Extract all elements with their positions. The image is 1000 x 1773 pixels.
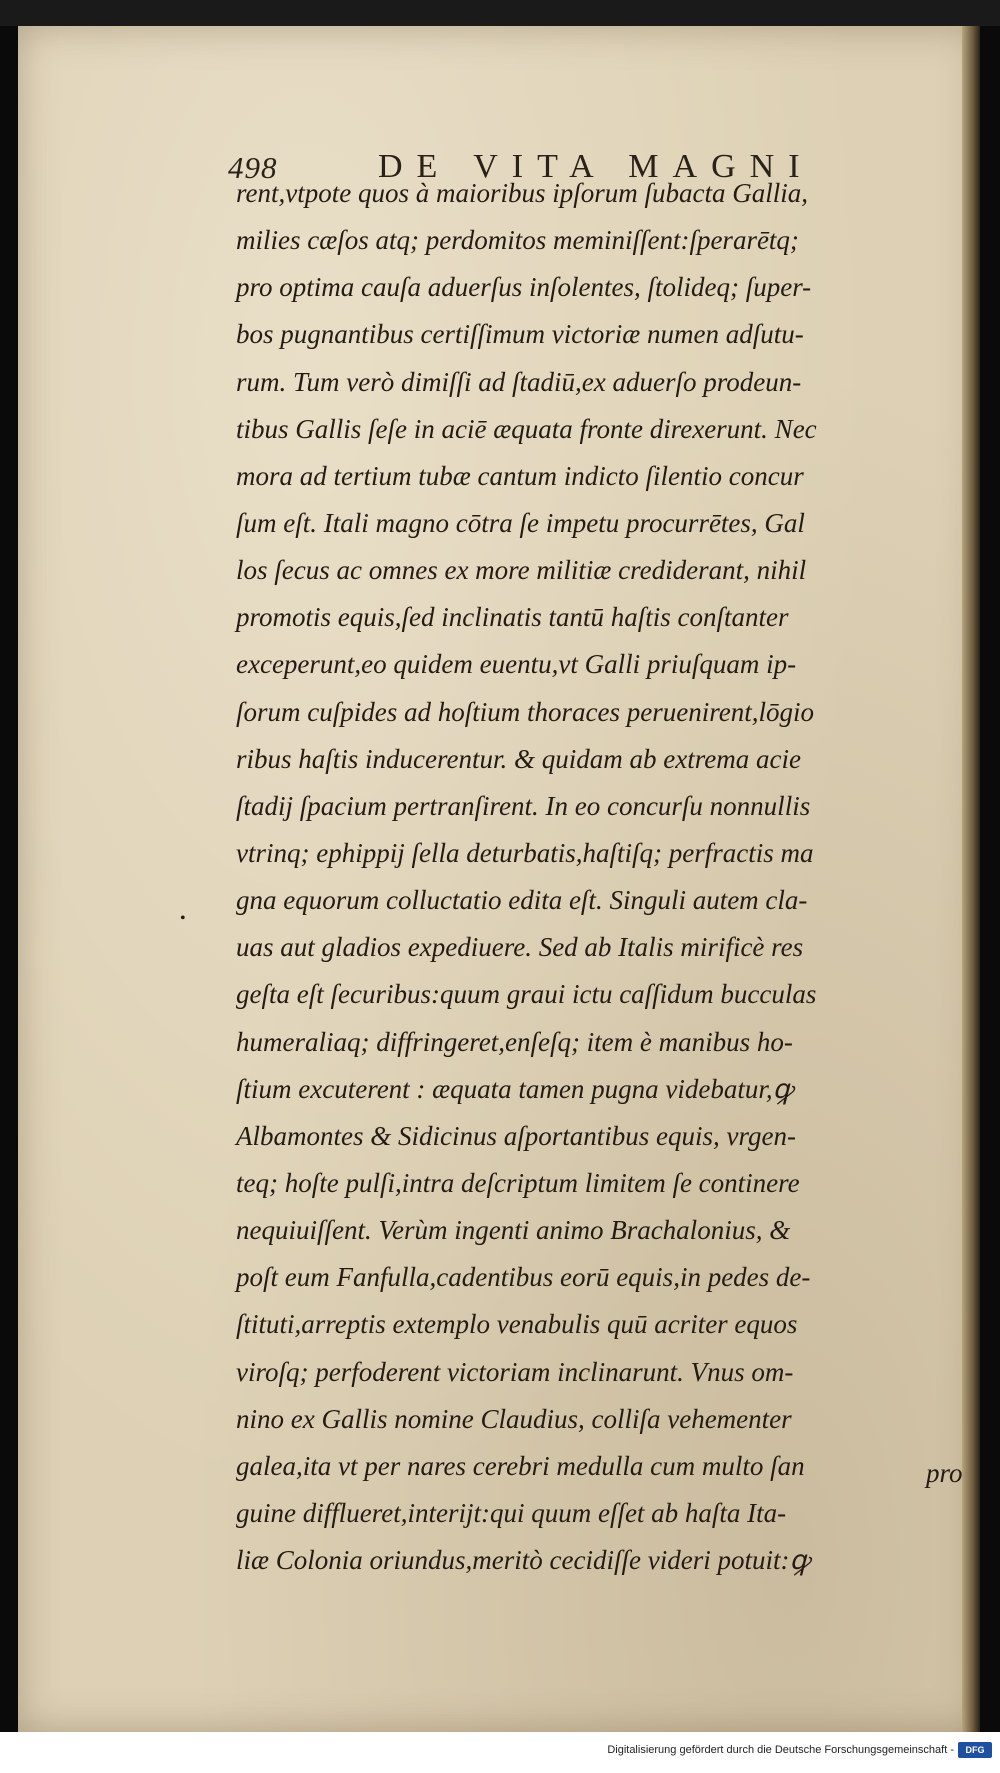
dfg-logo-icon[interactable]: DFG — [958, 1742, 992, 1758]
text-line: teq; hoſte pulſi,intra deſcriptum limitem ſe continere — [236, 1167, 800, 1198]
funding-credit: Digitalisierung gefördert durch die Deutsche Forschungsgemeinschaft - — [607, 1744, 954, 1756]
text-line: poſt eum Fanfulla,cadentibus eorū equis,in pedes de- — [236, 1262, 811, 1293]
text-line: pro optima cauſa aduerſus inſolentes, ſtolideq; ſuper- — [236, 272, 812, 303]
text-line: Albamontes & Sidicinus aſportantibus equis, vrgen- — [236, 1120, 796, 1151]
text-line: rent,vtpote quos à maioribus ipſorum ſubacta Gallia, — [236, 178, 808, 208]
page-edge-shadow — [962, 26, 980, 1732]
text-line: nequiuiſſent. Verùm ingenti animo Brachalonius, & — [236, 1215, 791, 1246]
text-line: gna equorum colluctatio edita eſt. Singuli autem cla- — [236, 885, 808, 916]
text-line: exceperunt,eo quidem euentu,vt Galli priuſquam ip- — [236, 649, 797, 680]
text-line: vtrinq; ephippij ſella deturbatis,haſtiſq; perfractis ma — [236, 837, 814, 868]
text-line: ſtadij ſpacium pertranſirent. In eo concurſu nonnullis — [236, 790, 811, 821]
text-line: ſtium excuterent : æquata tamen pugna videbatur,ꝙ — [236, 1073, 793, 1104]
text-line: ribus haſtis inducerentur. & quidam ab extrema acie — [236, 743, 801, 774]
text-line: los ſecus ac omnes ex more militiæ crediderant, nihil — [236, 555, 807, 586]
body-text — [236, 170, 876, 1584]
text-line: uas aut gladios expediuere. Sed ab Italis mirificè res — [236, 932, 804, 963]
text-line: humeraliaq; diffringeret,enſeſq; item è manibus ho- — [236, 1026, 793, 1057]
text-line: ſum eſt. Itali magno cōtra ſe impetu procurrētes, Gal — [236, 507, 805, 538]
footer-bar — [0, 1732, 1000, 1773]
page-number: 498 — [228, 150, 278, 185]
text-line: mora ad tertium tubæ cantum indicto ſilentio concur — [236, 460, 804, 491]
text-line: ſtituti,arreptis extemplo venabulis quū acriter equos — [236, 1309, 798, 1340]
text-line: bos pugnantibus certiſſimum victoriæ numen adſutu- — [236, 319, 804, 350]
text-line: galea,ita vt per nares cerebri medulla cum multo ſan — [236, 1450, 805, 1481]
text-line: milies cæſos atq; perdomitos meminiſſent:ſperarētq; — [236, 225, 799, 256]
text-line: geſta eſt ſecuribus:quum graui ictu caſſidum bucculas — [236, 979, 817, 1010]
text-line: tibus Gallis ſeſe in aciē æquata fronte direxerunt. Nec — [236, 413, 817, 444]
text-line: promotis equis,ſed inclinatis tantū haſtis conſtanter — [236, 602, 789, 633]
text-line: viroſq; perfoderent victoriam inclinarunt. Vnus om- — [236, 1356, 794, 1387]
text-line: liæ Colonia oriundus,meritò cecidiſſe videri potuit:ꝙ — [236, 1545, 810, 1576]
text-line: guine difflueret,interijt:qui quum eſſet ab haſta Ita- — [236, 1497, 787, 1528]
text-line: rum. Tum verò dimiſſi ad ſtadiū,ex aduerſo prodeun- — [236, 366, 802, 397]
text-line: nino ex Gallis nomine Claudius, colliſa vehementer — [236, 1403, 792, 1434]
catchword: pro — [926, 1458, 963, 1488]
margin-mark: • — [180, 910, 186, 927]
scan-top-border — [0, 0, 1000, 26]
running-head: DE VITA MAGNI — [378, 148, 814, 185]
text-line: ſorum cuſpides ad hoſtium thoraces peruenirent,lōgio — [236, 696, 814, 727]
